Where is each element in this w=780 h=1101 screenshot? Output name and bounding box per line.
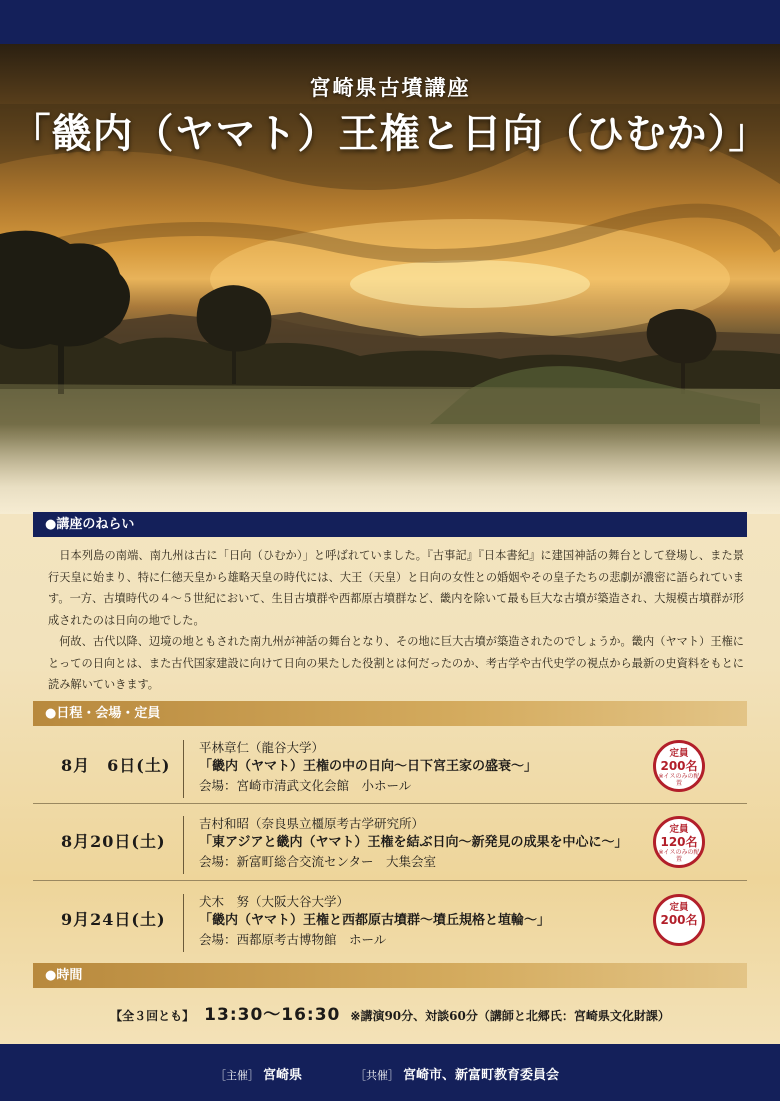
series-title: 宮崎県古墳講座 bbox=[309, 75, 471, 100]
section-header-time: ●時間 bbox=[33, 963, 747, 988]
venue: 会場：西都原考古博物館 ホール bbox=[199, 932, 387, 947]
capacity-note: ※イスのみの配置 bbox=[658, 773, 700, 787]
lecture-title: 「東アジアと畿内（ヤマト）王権を結ぶ日向～新発見の成果を中心に～」 bbox=[199, 835, 628, 850]
intro-text bbox=[48, 545, 744, 696]
schedule-row bbox=[33, 734, 747, 800]
speaker: 犬木 努（大阪大谷大学） bbox=[199, 894, 350, 909]
row-separator bbox=[33, 880, 747, 881]
organizer bbox=[215, 1064, 302, 1083]
organizer-name: 宮崎県 bbox=[263, 1068, 303, 1083]
lecture-title: 「畿内（ヤマト）王権の中の日向～日下宮王家の盛衰～」 bbox=[199, 759, 538, 774]
row-divider bbox=[183, 816, 184, 874]
venue: 会場：宮崎市清武文化会館 小ホール bbox=[199, 778, 412, 793]
hero-fade bbox=[0, 424, 780, 514]
session-info bbox=[199, 814, 639, 871]
session-date: 8月 6日(土) bbox=[61, 756, 171, 775]
capacity-label: 定員 bbox=[669, 748, 689, 759]
capacity-badge bbox=[653, 816, 705, 868]
session-date: 9月24日(土) bbox=[61, 910, 166, 929]
capacity-note: ※イスのみの配置 bbox=[658, 849, 700, 863]
organizer-tag: ［主催］ bbox=[215, 1069, 259, 1082]
capacity-label: 定員 bbox=[669, 824, 689, 835]
capacity-label: 定員 bbox=[669, 902, 689, 913]
co-organizer-names: 宮崎市、新富町教育委員会 bbox=[403, 1068, 560, 1083]
schedule-row bbox=[33, 810, 747, 876]
speaker: 吉村和昭（奈良県立橿原考古学研究所） bbox=[199, 816, 425, 831]
lecture-title: 「畿内（ヤマト）王権と西都原古墳群～墳丘規格と埴輪～」 bbox=[199, 913, 551, 928]
co-organizer-tag: ［共催］ bbox=[355, 1069, 399, 1082]
schedule-row bbox=[33, 888, 747, 954]
intro-paragraph: 日本列島の南端、南九州は古に「日向（ひむか）」と呼ばれていました。『古事記』『日本書紀』に建国神話の舞台として登場し、また景行天皇に始まり、特に仁徳天皇から雄略天皇の時代には、大王（天皇）と日向の女性との婚姻やその皇子たちの悲劇が濃密に語られています。一方、古墳時代の４～５世紀において、生目古墳群や西都原古墳群など、畿内を除いて最も巨大な古墳が築造され、大規模古墳群が形成されたのは日向の地でした。 bbox=[48, 549, 744, 627]
row-divider bbox=[183, 740, 184, 798]
time-prefix: 【全３回とも】 bbox=[110, 1009, 195, 1023]
main-title: 「畿内（ヤマト）王権と日向（ひむか）」 bbox=[10, 110, 770, 157]
co-organizer bbox=[355, 1064, 559, 1083]
time-hours: 13:30～16:30 bbox=[204, 1005, 341, 1025]
capacity-badge bbox=[653, 740, 705, 792]
row-divider bbox=[183, 894, 184, 952]
footer-band bbox=[0, 1044, 780, 1101]
row-separator bbox=[33, 803, 747, 804]
top-band bbox=[0, 0, 780, 44]
session-info bbox=[199, 738, 639, 795]
session-date: 8月20日(土) bbox=[61, 832, 166, 851]
speaker: 平林章仁（龍谷大学） bbox=[199, 740, 325, 755]
section-header-schedule: ●日程・会場・定員 bbox=[33, 701, 747, 726]
capacity-value: 120名 bbox=[660, 835, 698, 849]
capacity-badge bbox=[653, 894, 705, 946]
capacity-value: 200名 bbox=[660, 759, 698, 773]
capacity-value: 200名 bbox=[660, 913, 698, 927]
section-header-aim: ●講座のねらい bbox=[33, 512, 747, 537]
venue: 会場：新富町総合交流センター 大集会室 bbox=[199, 854, 437, 869]
intro-paragraph: 何故、古代以降、辺境の地ともされた南九州が神話の舞台となり、その地に巨大古墳が築造されたのでしょうか。畿内（ヤマト）王権にとっての日向とは、また古代国家建設に向けて日向の果たした役割とは何だったのか、考古学や古代史学の視点から最新の史資料をもとに読み解いていきます。 bbox=[48, 635, 744, 691]
time-note: ※講演90分、対談60分（講師と北郷氏：宮崎県文化財課） bbox=[350, 1009, 670, 1023]
session-info bbox=[199, 892, 639, 949]
time-line bbox=[0, 1000, 780, 1025]
